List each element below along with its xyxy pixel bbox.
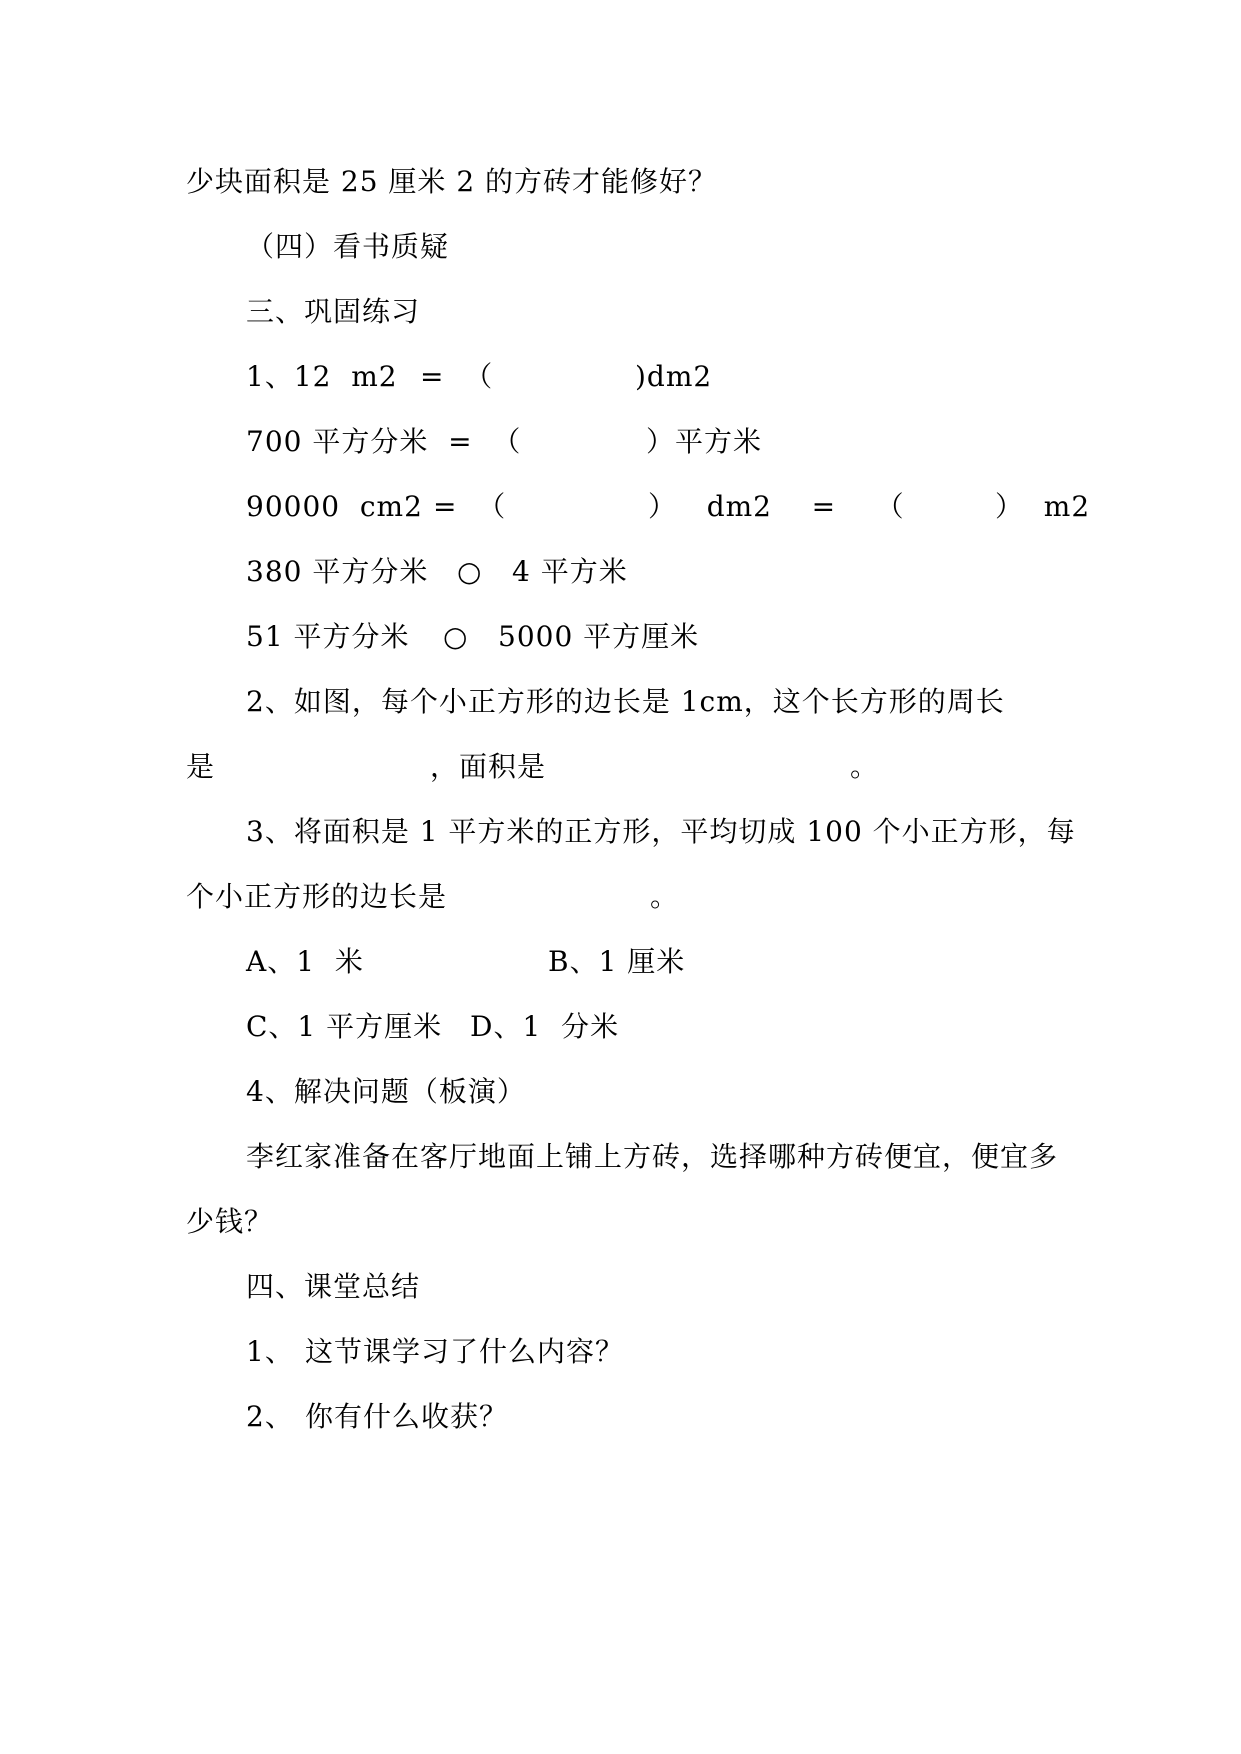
list-number: 1、 [246, 1335, 294, 1368]
exercise-text: 1、12 m2 [246, 360, 398, 393]
exercise-text: 。 [850, 750, 880, 783]
exercise-text: 90000 cm2 [246, 490, 423, 523]
section-heading: 三、巩固练习 [246, 295, 421, 328]
paragraph-line: 少钱？ [186, 1205, 274, 1238]
paragraph-line: 李红家准备在客厅地面上铺上方砖，选择哪种方砖便宜，便宜多 [246, 1140, 1059, 1173]
exercise-text: ，面积是 [430, 750, 547, 783]
exercise-text: 3、将面积是 1 平方米的正方形，平均切成 100 个小正方形，每 [246, 815, 1076, 848]
compare-circle: ○ [457, 555, 483, 588]
exercise-text: 个小正方形的边长是 [186, 880, 448, 913]
list-number: 2、 [246, 1400, 294, 1433]
exercise-text: = （ [420, 360, 494, 393]
option-c: C、1 平方厘米 [246, 1010, 443, 1043]
option-b: B、1 厘米 [548, 945, 686, 978]
section-heading: （四）看书质疑 [246, 230, 450, 263]
exercise-text: )dm2 [635, 360, 713, 393]
exercise-text: ） m2 [995, 490, 1091, 523]
list-item: 你有什么收获？ [305, 1400, 509, 1433]
exercise-text: 4、解决问题（板演） [246, 1075, 526, 1108]
exercise-text: ） dm2 = （ [648, 490, 905, 523]
exercise-text: ）平方米 [646, 425, 763, 458]
compare-left: 380 平方分米 [246, 555, 429, 588]
exercise-text: 700 平方分米 = （ [246, 425, 522, 458]
compare-left: 51 平方分米 [246, 620, 410, 653]
option-a: A、1 米 [246, 945, 364, 978]
compare-right: 5000 平方厘米 [498, 620, 700, 653]
list-item: 这节课学习了什么内容？ [305, 1335, 625, 1368]
exercise-text: 2、如图，每个小正方形的边长是 1cm，这个长方形的周长 [246, 685, 1005, 718]
exercise-text: 是 [186, 750, 216, 783]
exercise-text: = （ [433, 490, 507, 523]
compare-circle: ○ [443, 620, 469, 653]
option-d: D、1 分米 [470, 1010, 620, 1043]
paragraph-line: 少块面积是 25 厘米 2 的方砖才能修好？ [186, 165, 718, 198]
compare-right: 4 平方米 [512, 555, 628, 588]
section-heading: 四、课堂总结 [246, 1270, 421, 1303]
exercise-text: 。 [650, 880, 680, 913]
